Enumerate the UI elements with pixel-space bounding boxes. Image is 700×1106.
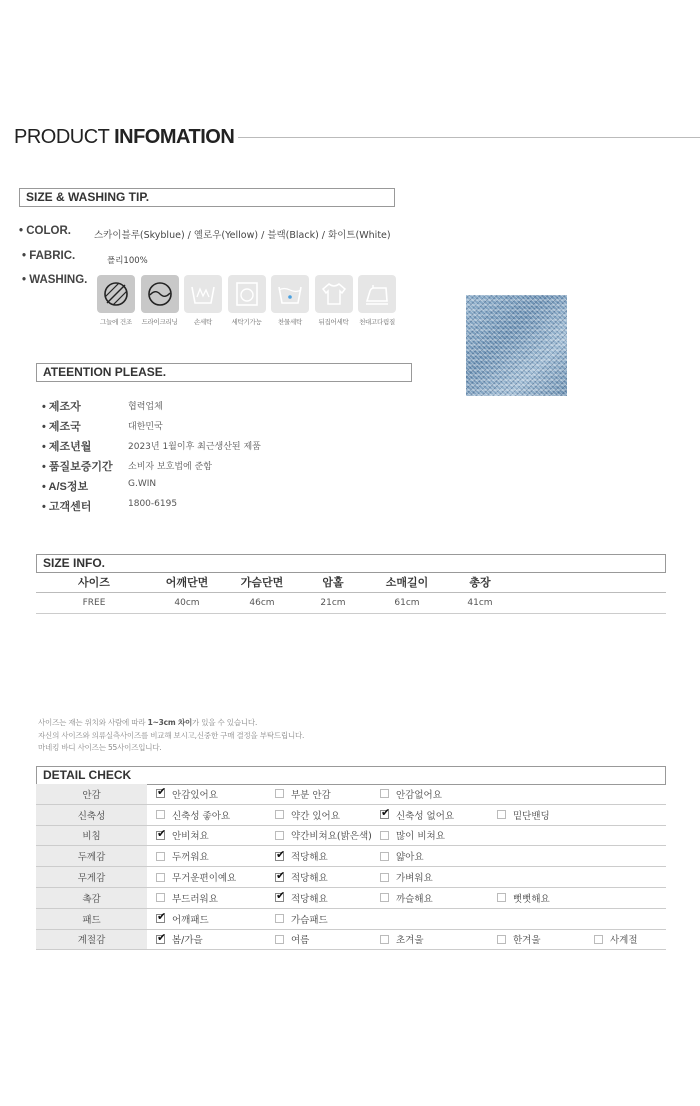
detail-option <box>275 805 340 825</box>
detail-option <box>380 826 445 846</box>
detail-option <box>275 867 328 887</box>
attention-heading: ATEENTION PLEASE. <box>36 363 412 382</box>
wash-item-shade-dry <box>96 275 136 326</box>
title-bold: INFOMATION <box>114 126 235 148</box>
detail-option <box>156 909 209 929</box>
detail-row-label: 안감 <box>36 784 147 804</box>
table-row <box>36 930 666 951</box>
detail-option-label: 얇아요 <box>396 852 424 864</box>
size-cell: 46cm <box>222 592 302 613</box>
fabric-value: 폴리100% <box>107 256 148 266</box>
detail-option-label: 안감없어요 <box>396 789 442 801</box>
size-col-header: 소매길이 <box>364 572 450 592</box>
inside-out-wash-icon <box>315 275 353 313</box>
size-col-header: 총장 <box>450 572 510 592</box>
size-cell: 21cm <box>302 592 364 613</box>
detail-option <box>275 826 372 846</box>
detail-option <box>275 846 328 866</box>
size-cell: 61cm <box>364 592 450 613</box>
checkbox-unchecked <box>380 873 389 882</box>
detail-option-label: 약간 있어요 <box>291 810 340 822</box>
detail-row-label: 촉감 <box>36 888 147 908</box>
color-value: 스카이블루(Skyblue) / 옐로우(Yellow) / 블랙(Black) / 화이트(White) <box>94 230 391 241</box>
detail-option <box>497 888 550 908</box>
detail-option <box>380 784 442 804</box>
checkbox-checked <box>380 810 389 819</box>
checkbox-unchecked <box>275 789 284 798</box>
detail-option <box>156 826 209 846</box>
detail-row-label: 두께감 <box>36 846 147 866</box>
size-col-header: 어깨단면 <box>152 572 222 592</box>
detail-option-label: 신축성 좋아요 <box>172 810 231 822</box>
wash-label: 뒤집어세탁 <box>318 318 349 326</box>
detail-option-label: 신축성 없어요 <box>396 810 455 822</box>
table-row <box>36 592 666 613</box>
checkbox-unchecked <box>275 831 284 840</box>
wash-label: 드라이크리닝 <box>141 318 178 326</box>
info-key: • 제조국 <box>42 421 81 433</box>
title-light: PRODUCT <box>14 126 110 148</box>
hand-wash-icon <box>184 275 222 313</box>
checkbox-checked <box>156 914 165 923</box>
washing-label: • WASHING. <box>22 274 88 286</box>
wash-item-cold-wash <box>270 275 310 326</box>
header-rule <box>224 137 700 138</box>
table-row <box>36 805 666 826</box>
detail-option <box>594 930 638 950</box>
detail-option <box>380 888 433 908</box>
color-label: • COLOR. <box>19 225 71 237</box>
wash-label: 손세탁 <box>194 318 212 326</box>
info-value: 대한민국 <box>128 422 163 432</box>
fabric-label: • FABRIC. <box>22 250 76 262</box>
size-cell: FREE <box>36 592 152 613</box>
info-key: • A/S정보 <box>42 481 89 493</box>
wash-label: 세탁기가능 <box>231 318 262 326</box>
detail-option-label: 어깨패드 <box>172 914 209 926</box>
detail-option <box>380 930 424 950</box>
detail-option-label: 가벼워요 <box>396 873 433 885</box>
checkbox-checked <box>275 852 284 861</box>
detail-row-label: 신축성 <box>36 805 147 825</box>
checkbox-checked <box>156 789 165 798</box>
checkbox-unchecked <box>594 935 603 944</box>
detail-option <box>275 784 331 804</box>
page-title <box>14 126 238 149</box>
cold-wash-icon <box>271 275 309 313</box>
dry-clean-icon <box>141 275 179 313</box>
checkbox-checked <box>275 873 284 882</box>
detail-option <box>156 867 236 887</box>
detail-row-label: 계절감 <box>36 930 147 950</box>
checkbox-checked <box>156 935 165 944</box>
wash-label: 천대고다림질 <box>359 318 395 326</box>
product-info-header <box>14 126 700 150</box>
size-note: 자신의 사이즈와 의류실측사이즈를 비교해 보시고,신중한 구매 결정을 부탁드립니다. <box>38 730 305 740</box>
detail-option-label: 가슴패드 <box>291 914 328 926</box>
checkbox-unchecked <box>380 935 389 944</box>
size-note-text: 사이즈는 재는 위치와 사람에 따라 <box>38 718 148 727</box>
table-row <box>36 909 666 930</box>
detail-option <box>156 930 203 950</box>
detail-option-label: 적당해요 <box>291 873 328 885</box>
size-note-emphasis: 1~3cm 차이 <box>147 718 193 727</box>
size-cell-spacer <box>510 592 666 613</box>
size-table <box>36 572 666 614</box>
detail-option <box>380 867 433 887</box>
checkbox-unchecked <box>156 852 165 861</box>
info-value: 2023년 1월이후 최근생산된 제품 <box>128 442 261 452</box>
info-value: 소비자 보호법에 준함 <box>128 462 212 472</box>
checkbox-unchecked <box>275 935 284 944</box>
table-row <box>36 867 666 888</box>
detail-option-label: 여름 <box>291 935 310 947</box>
size-col-header: 암홀 <box>302 572 364 592</box>
size-note: 마네킹 바디 사이즈는 55사이즈입니다. <box>38 743 162 752</box>
size-col-header: 사이즈 <box>36 572 152 592</box>
checkbox-unchecked <box>497 810 506 819</box>
detail-option-label: 적당해요 <box>291 852 328 864</box>
wash-item-inside-out <box>314 275 354 326</box>
size-cell: 41cm <box>450 592 510 613</box>
detail-option <box>275 930 309 950</box>
detail-option-label: 적당해요 <box>291 893 328 905</box>
checkbox-unchecked <box>380 831 389 840</box>
wash-item-hand-wash <box>183 275 223 326</box>
detail-option-label: 무거운편이예요 <box>172 873 237 885</box>
detail-check-table <box>36 784 666 950</box>
info-value: G.WIN <box>128 479 157 489</box>
low-iron-icon <box>358 275 396 313</box>
checkbox-checked <box>156 831 165 840</box>
checkbox-unchecked <box>380 789 389 798</box>
info-key: • 품질보증기간 <box>42 461 113 473</box>
checkbox-checked <box>275 893 284 902</box>
table-row <box>36 826 666 847</box>
detail-option-label: 부드러워요 <box>172 893 218 905</box>
detail-check-heading: DETAIL CHECK <box>36 766 666 785</box>
washing-icons <box>96 275 397 326</box>
detail-option-label: 부분 안감 <box>291 789 331 801</box>
info-key: • 고객센터 <box>42 501 92 513</box>
size-info-heading: SIZE INFO. <box>36 554 666 573</box>
detail-option-label: 봄/가을 <box>172 935 203 947</box>
detail-option-label: 까슬해요 <box>396 893 433 905</box>
detail-option <box>497 930 541 950</box>
machine-wash-icon <box>228 275 266 313</box>
wash-label: 찬물세탁 <box>278 318 302 326</box>
wash-item-dry-clean <box>140 275 180 326</box>
size-washing-heading: SIZE & WASHING TIP. <box>19 188 395 207</box>
detail-option-label: 초겨울 <box>396 935 424 947</box>
detail-option-label: 많이 비쳐요 <box>396 831 445 843</box>
wash-item-low-iron <box>357 275 397 326</box>
detail-option-label: 약간비쳐요(밝은색) <box>291 831 372 843</box>
detail-row-label: 패드 <box>36 909 147 929</box>
size-table-header <box>36 572 666 592</box>
detail-option-label: 뻣뻣해요 <box>513 893 550 905</box>
checkbox-unchecked <box>156 873 165 882</box>
wash-item-machine-wash <box>227 275 267 326</box>
detail-option <box>156 846 209 866</box>
detail-option <box>156 784 218 804</box>
detail-option-label: 안감있어요 <box>172 789 218 801</box>
table-row <box>36 888 666 909</box>
detail-option-label: 밑단밴딩 <box>513 810 550 822</box>
info-value: 1800-6195 <box>128 499 178 509</box>
detail-option-label: 안비쳐요 <box>172 831 209 843</box>
info-key: • 제조년월 <box>42 441 92 453</box>
detail-option <box>156 888 218 908</box>
detail-option <box>156 805 230 825</box>
table-row <box>36 784 666 805</box>
checkbox-unchecked <box>497 893 506 902</box>
detail-option-label: 사계절 <box>610 935 638 947</box>
detail-option-label: 한겨울 <box>513 935 541 947</box>
detail-option <box>380 805 454 825</box>
table-row <box>36 846 666 867</box>
size-col-spacer <box>510 572 666 592</box>
wash-label: 그늘에 건조 <box>100 318 132 326</box>
size-note <box>38 717 304 730</box>
info-key: • 제조자 <box>42 401 81 413</box>
checkbox-unchecked <box>275 914 284 923</box>
checkbox-unchecked <box>380 852 389 861</box>
detail-option <box>497 805 550 825</box>
detail-row-label: 무게감 <box>36 867 147 887</box>
size-notes <box>38 717 304 755</box>
checkbox-unchecked <box>380 893 389 902</box>
detail-option-label: 두꺼워요 <box>172 852 209 864</box>
checkbox-unchecked <box>497 935 506 944</box>
size-cell: 40cm <box>152 592 222 613</box>
checkbox-unchecked <box>156 810 165 819</box>
size-note-text: 가 있을 수 있습니다. <box>192 718 258 727</box>
checkbox-unchecked <box>275 810 284 819</box>
detail-option <box>380 846 424 866</box>
size-col-header: 가슴단면 <box>222 572 302 592</box>
fabric-swatch-image <box>466 295 567 396</box>
checkbox-unchecked <box>156 893 165 902</box>
shade-dry-icon <box>97 275 135 313</box>
info-value: 협력업체 <box>128 402 163 412</box>
detail-option <box>275 888 328 908</box>
detail-row-label: 비침 <box>36 826 147 846</box>
detail-option <box>275 909 328 929</box>
